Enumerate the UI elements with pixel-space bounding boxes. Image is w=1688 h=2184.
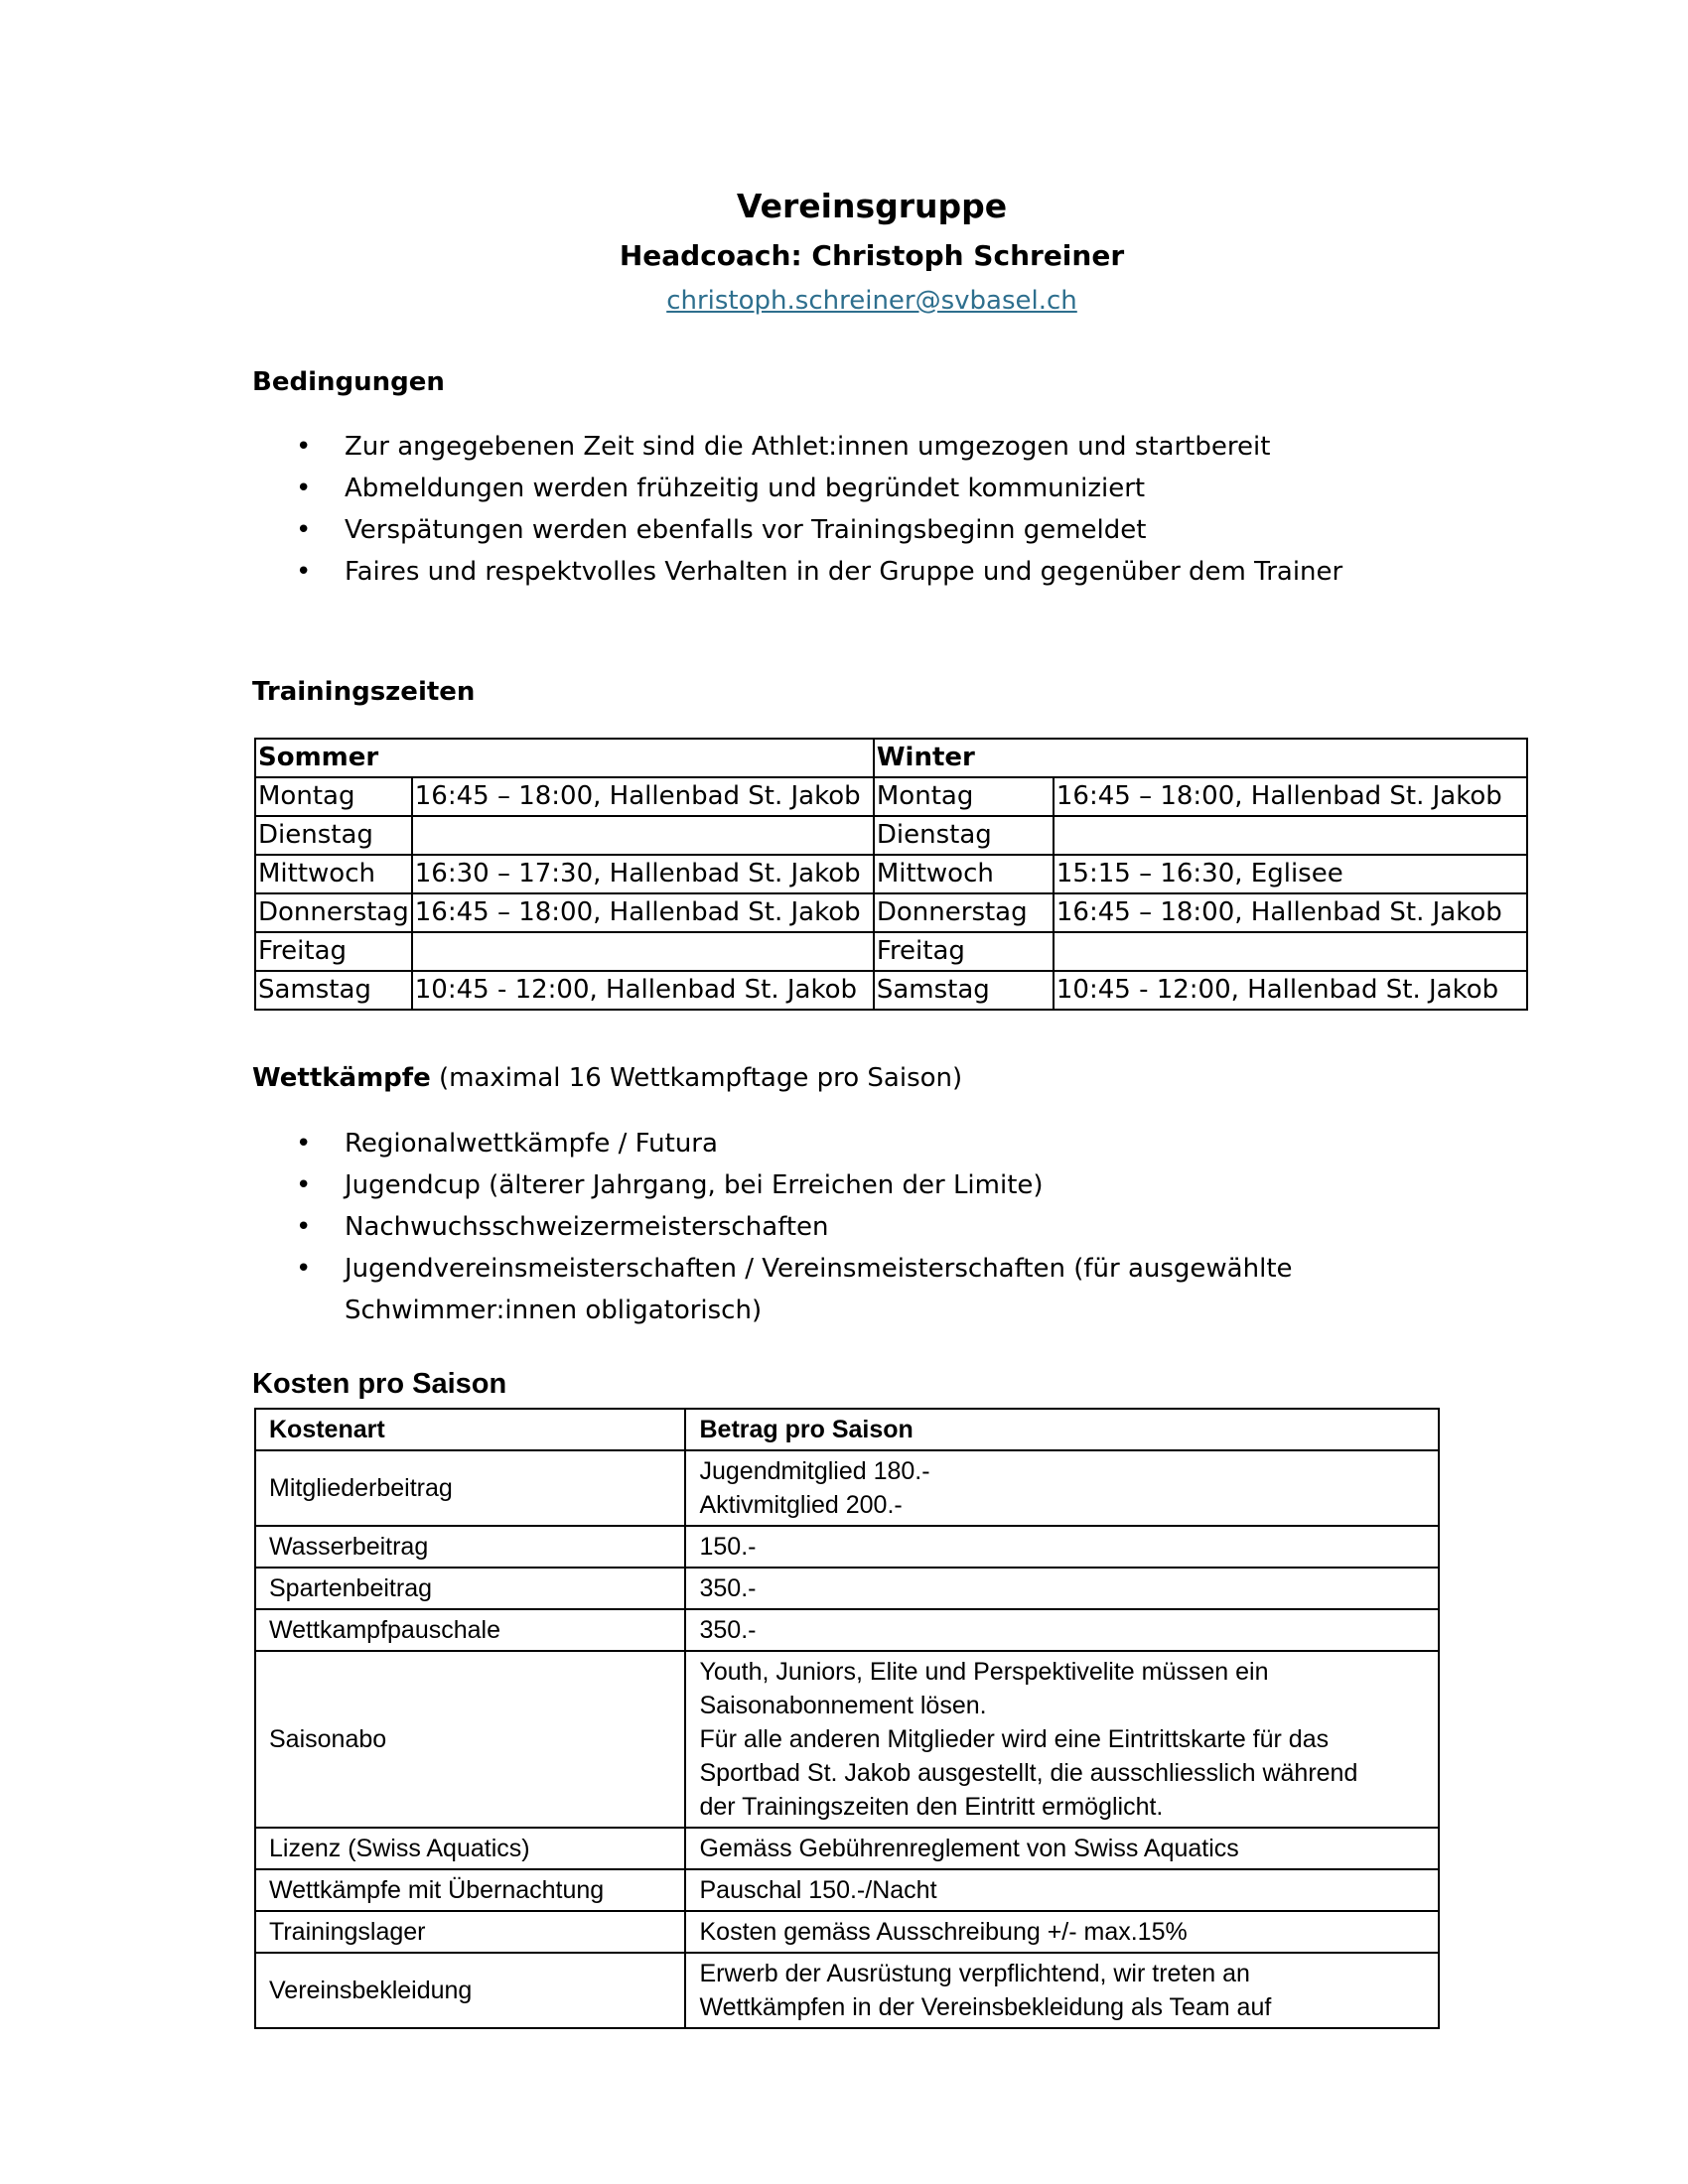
summer-time — [412, 932, 874, 971]
table-row — [255, 1953, 1439, 2028]
list-item — [252, 1248, 1293, 1331]
wettkaempfe-heading: Wettkämpfe — [252, 1063, 431, 1093]
column-header-kostenart: Kostenart — [255, 1409, 685, 1450]
table-row — [255, 1450, 1439, 1526]
cost-label: Mitgliederbeitrag — [255, 1450, 685, 1526]
winter-day: Montag — [874, 777, 1054, 816]
winter-day: Donnerstag — [874, 893, 1054, 932]
table-row — [255, 1651, 1439, 1828]
cost-label: Trainingslager — [255, 1911, 685, 1953]
summer-header: Sommer — [255, 739, 874, 777]
cost-value: 350.- — [685, 1609, 1439, 1651]
bedingungen-heading: Bedingungen — [252, 367, 445, 397]
winter-time: 16:45 – 18:00, Hallenbad St. Jakob — [1054, 893, 1527, 932]
costs-table — [254, 1408, 1440, 2029]
table-header-row — [255, 1409, 1439, 1450]
email-link[interactable]: christoph.schreiner@svbasel.ch — [666, 286, 1077, 316]
cost-label: Saisonabo — [255, 1651, 685, 1828]
winter-time: 16:45 – 18:00, Hallenbad St. Jakob — [1054, 777, 1527, 816]
cost-label: Spartenbeitrag — [255, 1568, 685, 1609]
bedingungen-list — [252, 426, 1342, 593]
cost-value: Kosten gemäss Ausschreibung +/- max.15% — [685, 1911, 1439, 1953]
cost-value-line: Saisonabonnement lösen. — [699, 1692, 987, 1719]
cost-value-line: Erwerb der Ausrüstung verpflichtend, wir treten an — [699, 1960, 1250, 1987]
list-item: • Jugendcup (älterer Jahrgang, bei Erreichen der Limite) — [252, 1164, 1293, 1206]
cost-label: Vereinsbekleidung — [255, 1953, 685, 2028]
headcoach-subtitle: Headcoach: Christoph Schreiner — [619, 239, 1125, 272]
table-row — [255, 816, 1527, 855]
table-row — [255, 855, 1527, 893]
list-item: • Verspätungen werden ebenfalls vor Trainingsbeginn gemeldet — [252, 509, 1342, 551]
wettkaempfe-note: (maximal 16 Wettkampftage pro Saison) — [430, 1063, 963, 1093]
table-row — [255, 1526, 1439, 1568]
winter-header: Winter — [874, 739, 1527, 777]
winter-time — [1054, 932, 1527, 971]
table-row — [255, 1869, 1439, 1911]
list-item: • Nachwuchsschweizermeisterschaften — [252, 1206, 1293, 1248]
winter-day: Freitag — [874, 932, 1054, 971]
cost-value: Pauschal 150.-/Nacht — [685, 1869, 1439, 1911]
list-item-line: Jugendvereinsmeisterschaften / Vereinsmeisterschaften (für ausgewählte — [345, 1254, 1293, 1284]
training-times-table — [254, 738, 1528, 1011]
cost-value-line: Jugendmitglied 180.- — [699, 1457, 930, 1485]
cost-label: Wettkampfpauschale — [255, 1609, 685, 1651]
summer-day: Samstag — [255, 971, 412, 1010]
table-row — [255, 1609, 1439, 1651]
cost-value-line: Aktivmitglied 200.- — [699, 1491, 903, 1519]
cost-label: Wasserbeitrag — [255, 1526, 685, 1568]
list-item-line: Schwimmer:innen obligatorisch) — [345, 1296, 763, 1325]
summer-time: 16:45 – 18:00, Hallenbad St. Jakob — [412, 893, 874, 932]
page-title: Vereinsgruppe — [736, 187, 1008, 225]
cost-value — [685, 1450, 1439, 1526]
cost-value-line: Sportbad St. Jakob ausgestellt, die ausschliesslich während — [699, 1759, 1358, 1787]
column-header-betrag: Betrag pro Saison — [685, 1409, 1439, 1450]
cost-value-line: Wettkämpfen in der Vereinsbekleidung als Team auf — [699, 1993, 1272, 2021]
list-item: • Abmeldungen werden frühzeitig und begründet kommuniziert — [252, 468, 1342, 509]
table-row — [255, 932, 1527, 971]
winter-time: 10:45 - 12:00, Hallenbad St. Jakob — [1054, 971, 1527, 1010]
list-item: • Zur angegebenen Zeit sind die Athlet:innen umgezogen und startbereit — [252, 426, 1342, 468]
cost-value: Gemäss Gebührenreglement von Swiss Aquatics — [685, 1828, 1439, 1869]
cost-label: Lizenz (Swiss Aquatics) — [255, 1828, 685, 1869]
summer-day: Mittwoch — [255, 855, 412, 893]
summer-time: 16:45 – 18:00, Hallenbad St. Jakob — [412, 777, 874, 816]
cost-value — [685, 1953, 1439, 2028]
table-row — [255, 893, 1527, 932]
summer-day: Freitag — [255, 932, 412, 971]
cost-value — [685, 1651, 1439, 1828]
wettkaempfe-list — [252, 1123, 1293, 1331]
summer-day: Montag — [255, 777, 412, 816]
summer-time: 16:30 – 17:30, Hallenbad St. Jakob — [412, 855, 874, 893]
list-item: • Regionalwettkämpfe / Futura — [252, 1123, 1293, 1164]
table-row — [255, 777, 1527, 816]
email-line — [0, 286, 1688, 316]
summer-time: 10:45 - 12:00, Hallenbad St. Jakob — [412, 971, 874, 1010]
summer-day: Donnerstag — [255, 893, 412, 932]
cost-label: Wettkämpfe mit Übernachtung — [255, 1869, 685, 1911]
cost-value-line: Für alle anderen Mitglieder wird eine Eintrittskarte für das — [699, 1725, 1330, 1753]
winter-day: Samstag — [874, 971, 1054, 1010]
table-row — [255, 1911, 1439, 1953]
table-row — [255, 1568, 1439, 1609]
summer-day: Dienstag — [255, 816, 412, 855]
cost-value-line: der Trainingszeiten den Eintritt ermöglicht. — [699, 1793, 1164, 1821]
winter-day: Dienstag — [874, 816, 1054, 855]
cost-value-line: Youth, Juniors, Elite und Perspektivelite müssen ein — [699, 1658, 1269, 1686]
cost-value: 150.- — [685, 1526, 1439, 1568]
wettkaempfe-heading-line — [252, 1063, 962, 1093]
cost-value: 350.- — [685, 1568, 1439, 1609]
table-row — [255, 971, 1527, 1010]
table-row — [255, 1828, 1439, 1869]
summer-time — [412, 816, 874, 855]
table-header-row — [255, 739, 1527, 777]
winter-time: 15:15 – 16:30, Eglisee — [1054, 855, 1527, 893]
list-item: • Faires und respektvolles Verhalten in der Gruppe und gegenüber dem Trainer — [252, 551, 1342, 593]
trainingszeiten-heading: Trainingszeiten — [252, 677, 476, 707]
winter-day: Mittwoch — [874, 855, 1054, 893]
winter-time — [1054, 816, 1527, 855]
kosten-heading: Kosten pro Saison — [252, 1368, 507, 1400]
